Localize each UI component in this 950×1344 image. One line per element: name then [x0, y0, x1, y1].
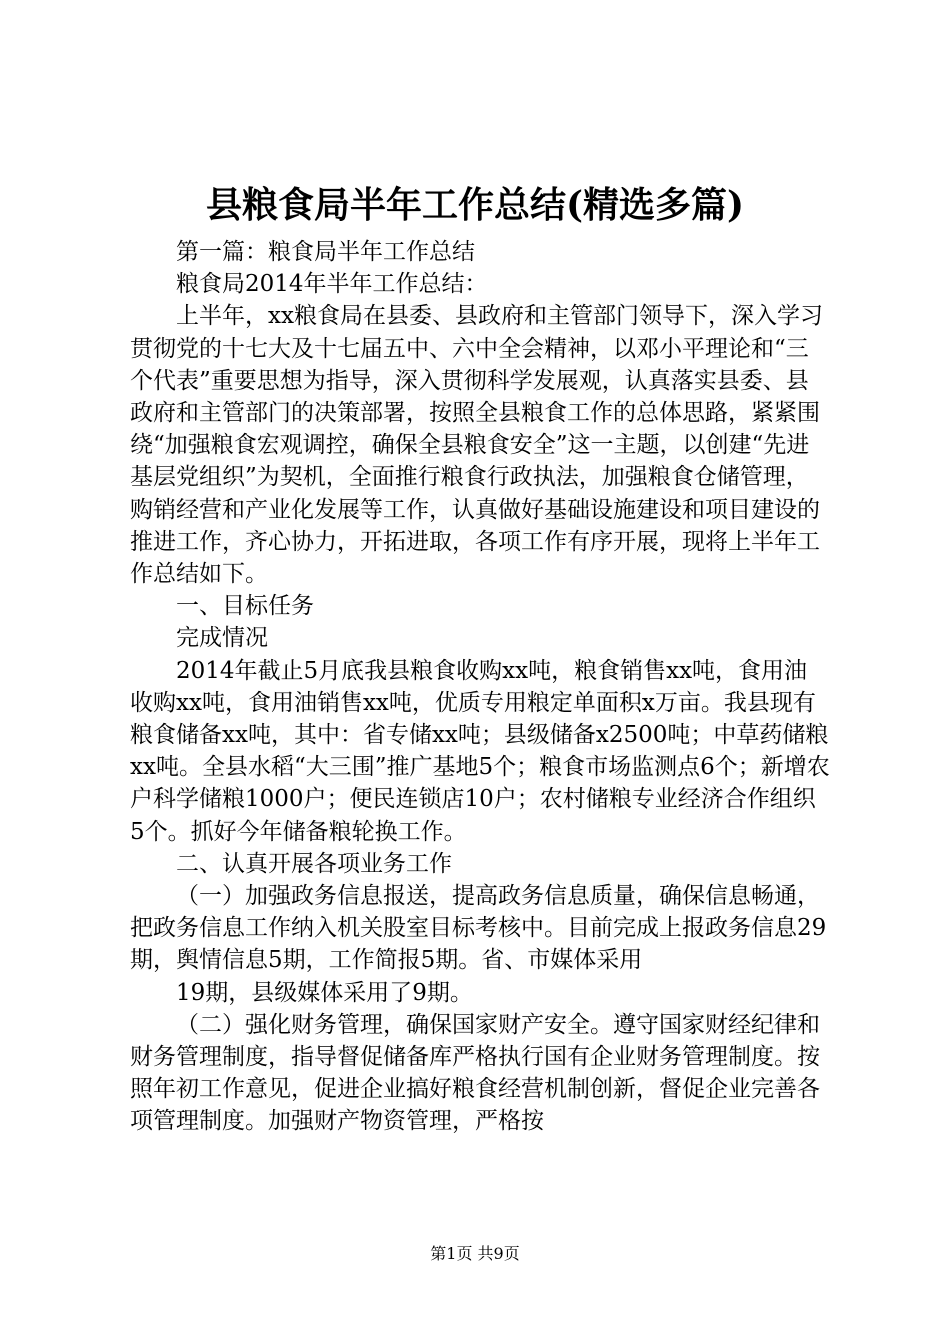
body-paragraph-finance: （二）强化财务管理，确保国家财产安全。遵守国家财经纪律和财务管理制度，指导督促储备库严格执行国有企业财务管理制度。按照年初工作意见，促进企业搞好粮食经营机制创新，督促企业完善各项管理制度。加强财产物资管理，严格按: [130, 1011, 820, 1135]
document-body: [130, 236, 830, 1138]
summary-heading: 粮食局2014年半年工作总结：: [176, 271, 488, 298]
section-heading-targets: 一、目标任务: [176, 593, 314, 620]
section-heading-first: 第一篇：粮食局半年工作总结: [176, 239, 475, 265]
body-line-media-adoption: 19期，县级媒体采用了9期。: [176, 979, 473, 1006]
subheading-completion: 完成情况: [176, 625, 268, 652]
body-paragraph-intro: 上半年，xx粮食局在县委、县政府和主管部门领导下，深入学习贯彻党的十七大及十七届五中、六中全会精神，以邓小平理论和“三个代表”重要思想为指导，深入贯彻科学发展观，认真落实县委、县政府和主管部门的决策部署，按照全县粮食工作的总体思路，紧紧围绕“加强粮食宏观调控，确保全县粮食安全”这一主题，以创建“先进基层党组织”为契机，全面推行粮食行政执法，加强粮食仓储管理，购销经营和产业化发展等工作，认真做好基础设施建设和项目建设的推进工作，齐心协力，开拓进取，各项工作有序开展，现将上半年工作总结如下。: [130, 303, 823, 588]
document-title: 县粮食局半年工作总结(精选多篇): [205, 184, 745, 226]
body-paragraph-info-reporting: （一）加强政务信息报送，提高政务信息质量，确保信息畅通，把政务信息工作纳入机关股室目标考核中。目前完成上报政务信息29期，舆情信息5期，工作简报5期。省、市媒体采用: [130, 883, 827, 974]
section-heading-business: 二、认真开展各项业务工作: [176, 850, 452, 877]
page-number: 第1页 共9页: [430, 1244, 520, 1263]
body-paragraph-statistics: 2014年截止5月底我县粮食收购xx吨，粮食销售xx吨，食用油收购xx吨，食用油销售xx吨，优质专用粮定单面积x万亩。我县现有粮食储备xx吨，其中：省专储xx吨；县级储备x2500吨；中草药储粮xx吨。全县水稻“大三围”推广基地5个；粮食市场监测点6个；新增农户科学储粮1000户；便民连锁店10户；农村储粮专业经济合作组织5个。抓好今年储备粮轮换工作。: [130, 657, 830, 845]
